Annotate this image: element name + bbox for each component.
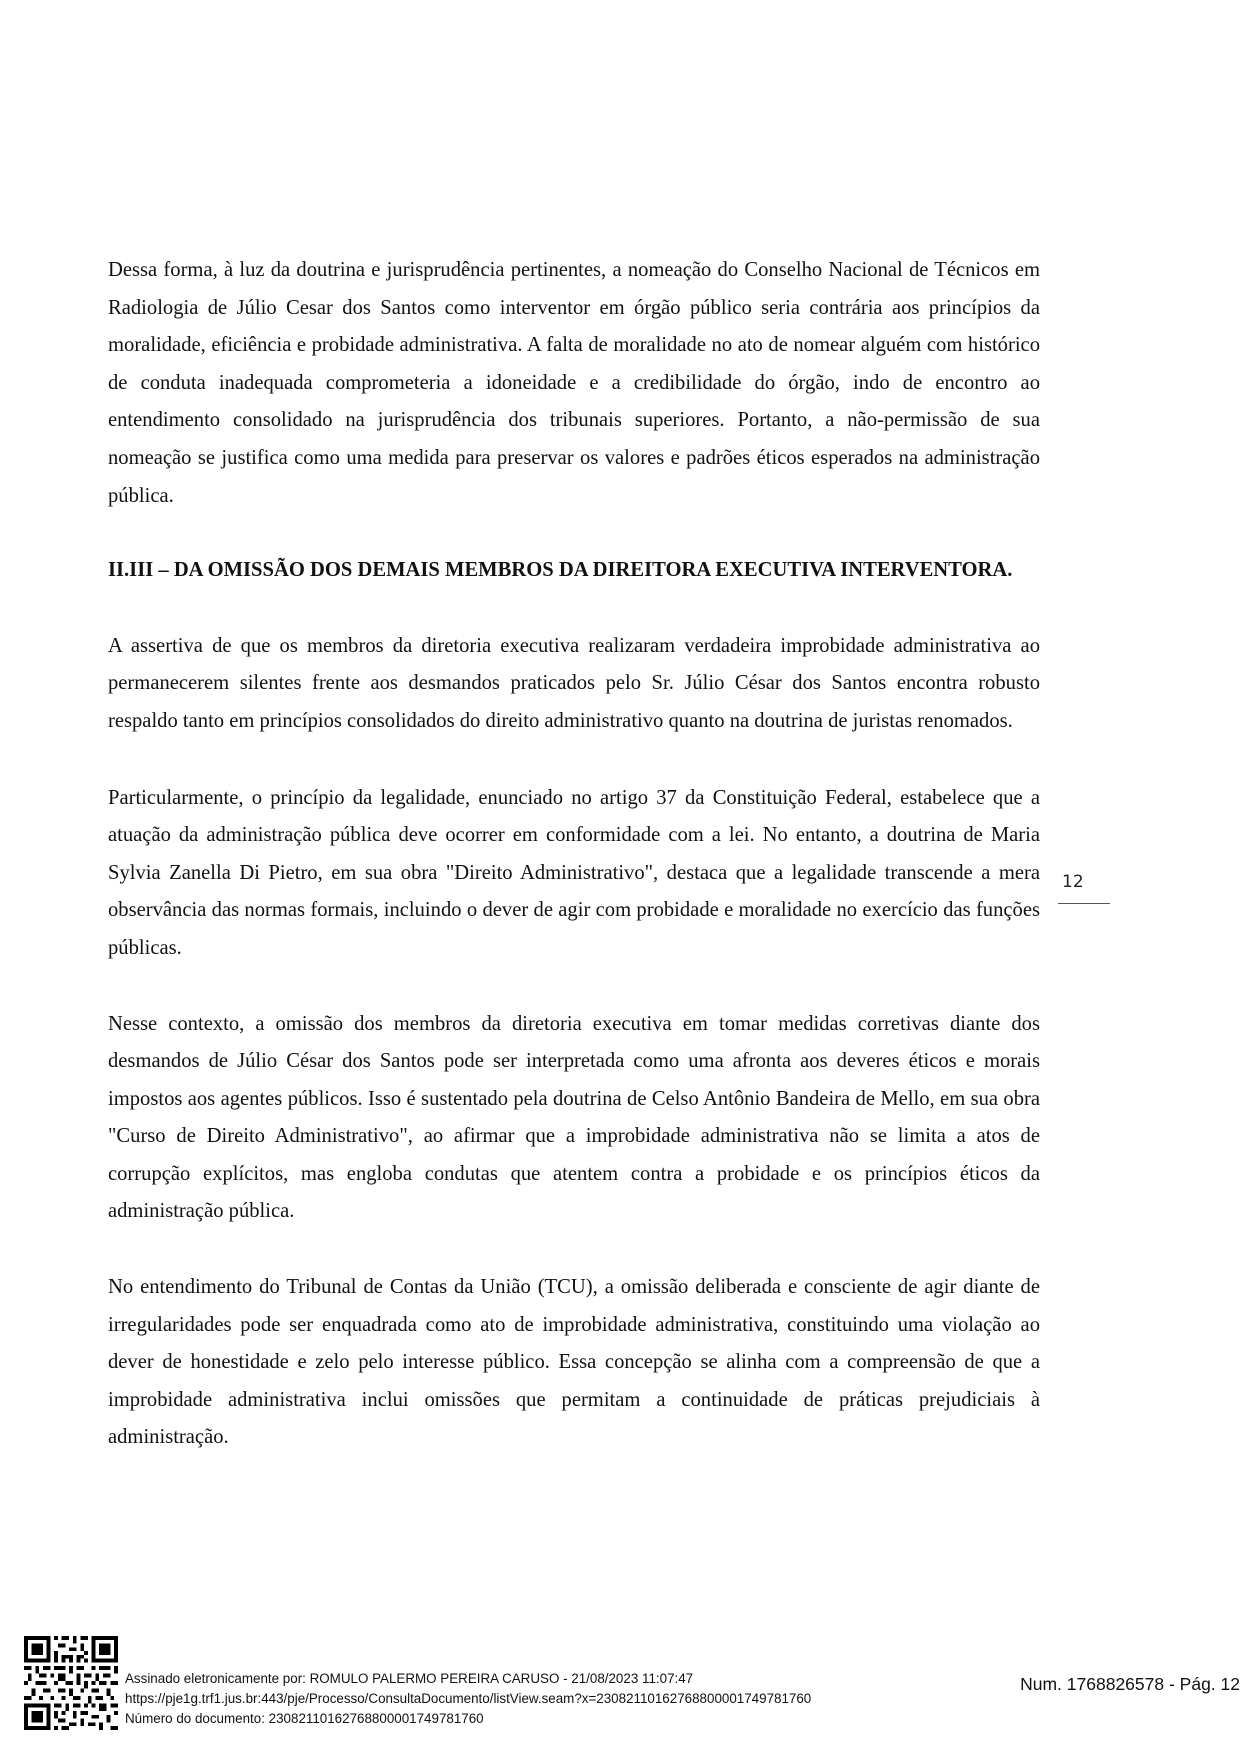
section-heading: II.III – DA OMISSÃO DOS DEMAIS MEMBROS DA DIREITORA EXECUTIVA INTERVENTORA. (108, 559, 1013, 582)
document-reference: Num. 1768826578 - Pág. 12 (1020, 1674, 1240, 1694)
qr-code-icon (24, 1636, 118, 1730)
document-url-link[interactable]: https://pje1g.trf1.jus.br:443/pje/Processo/ConsultaDocumento/listView.seam?x=23082110162768800001749781760 (125, 1691, 812, 1706)
page-number-rule (1058, 903, 1110, 904)
paragraph-2: A assertiva de que os membros da diretoria executiva realizaram verdadeira improbidade administrativa ao permanecerem silentes frente aos desmandos praticados pelo Sr. Júlio César dos Santos encontra robusto respaldo tanto em princípios consolidados do direito administrativo quanto na doutrina de juristas renomados. (108, 634, 1040, 732)
paragraph-3: Particularmente, o princípio da legalidade, enunciado no artigo 37 da Constituição Federal, estabelece que a atuação da administração pública deve ocorrer em conformidade com a lei. No entanto, a doutrina de Maria Sylvia Zanella Di Pietro, em sua obra "Direito Administrativo", destaca que a legalidade transcende a mera observância das normas formais, incluindo o dever de agir com probidade e moralidade no exercício das funções públicas. (108, 786, 1040, 959)
signature-footer (125, 1669, 811, 1729)
signed-by-line: Assinado eletronicamente por: ROMULO PALERMO PEREIRA CARUSO - 21/08/2023 11:07:47 (125, 1671, 694, 1686)
paragraph-4: Nesse contexto, a omissão dos membros da diretoria executiva em tomar medidas corretivas diante dos desmandos de Júlio César dos Santos pode ser interpretada como uma afronta aos deveres éticos e morais impostos aos agentes públicos. Isso é sustentado pela doutrina de Celso Antônio Bandeira de Mello, em sua obra "Curso de Direito Administrativo", ao afirmar que a improbidade administrativa não se limita a atos de corrupção explícitos, mas engloba condutas que atentem contra a probidade e os princípios éticos da administração pública. (108, 1012, 1040, 1223)
paragraph-1: Dessa forma, à luz da doutrina e jurisprudência pertinentes, a nomeação do Conselho Nacional de Técnicos em Radiologia de Júlio Cesar dos Santos como interventor em órgão público seria contrária aos princípios da moralidade, eficiência e probidade administrativa. A falta de moralidade no ato de nomear alguém com histórico de conduta inadequada comprometeria a idoneidade e a credibilidade do órgão, indo de encontro ao entendimento consolidado na jurisprudência dos tribunais superiores. Portanto, a não-permissão de sua nomeação se justifica como uma medida para preservar os valores e padrões éticos esperados na administração pública. (108, 259, 1040, 507)
document-number-line: Número do documento: 23082110162768800001749781760 (125, 1711, 484, 1726)
paragraph-5: No entendimento do Tribunal de Contas da União (TCU), a omissão deliberada e consciente de agir diante de irregularidades pode ser enquadrada como ato de improbidade administrativa, constituindo uma violação ao dever de honestidade e zelo pelo interesse público. Essa concepção se alinha com a compreensão de que a improbidade administrativa inclui omissões que permitam a continuidade de práticas prejudiciais à administração. (108, 1276, 1040, 1449)
page-number: 12 (1062, 872, 1084, 892)
document-body (108, 252, 1040, 1457)
